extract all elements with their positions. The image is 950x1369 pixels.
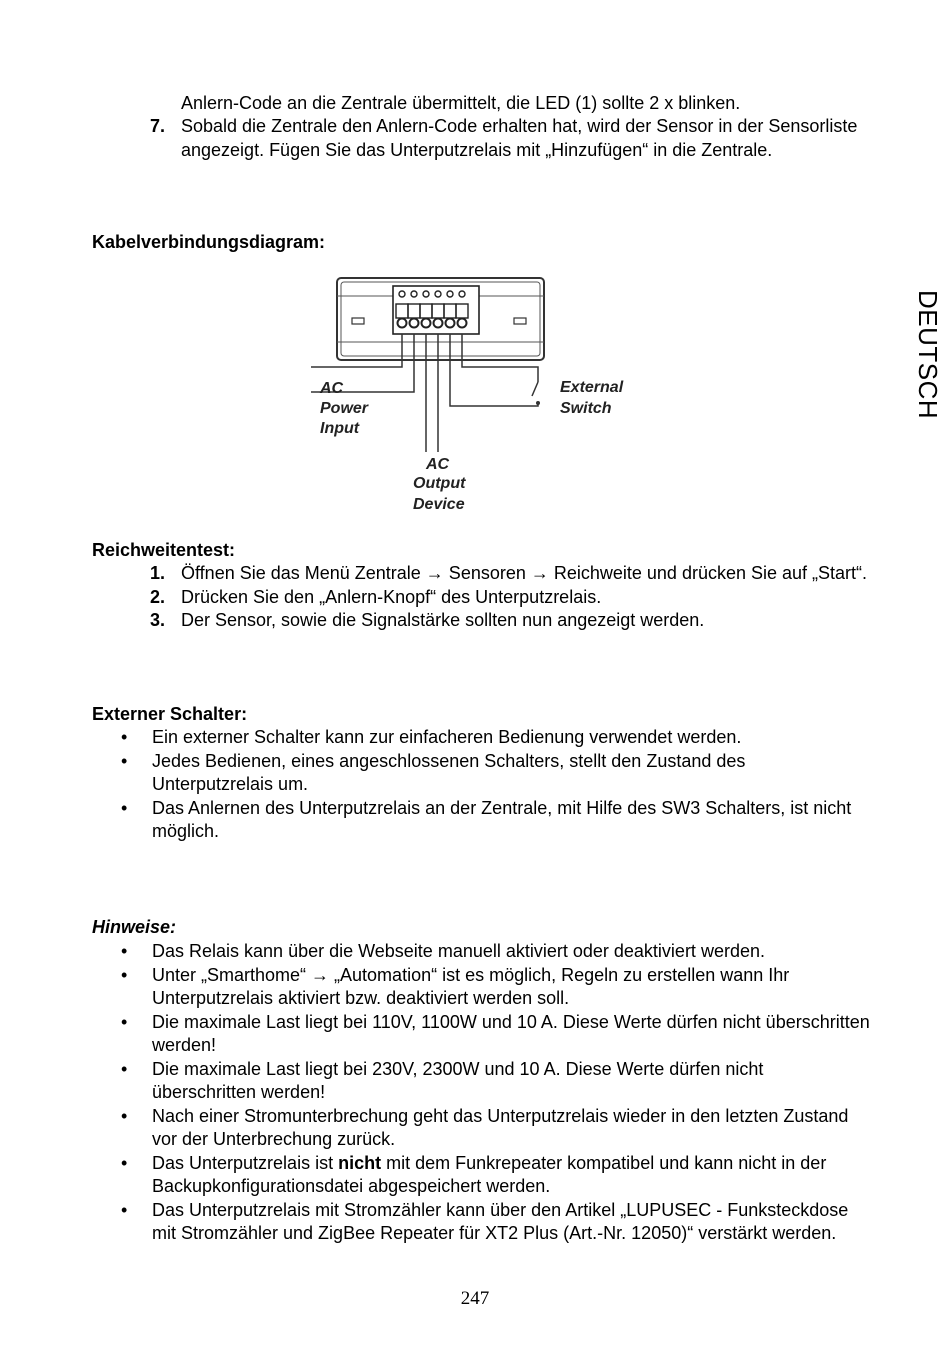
item-text: Das Unterputzrelais mit Stromzähler kann über den Artikel „LUPUSEC - Funksteckdose mit Stromzähler und ZigBee Repeater für XT2 Plus (Art.-Nr. 12050)“ verstärkt werden. — [152, 1199, 849, 1243]
label-external-1: External — [560, 379, 624, 396]
bullet: • — [121, 1199, 128, 1220]
item-text-bold: nicht — [338, 1152, 382, 1173]
switch-lever — [532, 382, 538, 396]
list-item — [0, 1011, 870, 1058]
bullet: • — [121, 750, 128, 771]
item-text: Jedes Bedienen, eines angeschlossenen Schalters, stellt den Zustand des Unterputzrelais um. — [152, 750, 746, 794]
list-item — [0, 586, 880, 610]
list-item — [0, 1199, 870, 1246]
list-item — [0, 964, 870, 1011]
bullet: • — [121, 797, 128, 818]
list-item — [0, 1105, 870, 1152]
list-item — [0, 797, 860, 844]
step-text: Der Sensor, sowie die Signalstärke sollten nun angezeigt werden. — [181, 610, 705, 630]
step-number: 7. — [150, 116, 166, 136]
item-text: Das Relais kann über die Webseite manuell aktiviert oder deaktiviert werden. — [152, 941, 765, 961]
bullet: • — [121, 1011, 128, 1032]
list-item — [0, 726, 860, 750]
label-ac-power-1: AC — [320, 380, 344, 397]
step-number: 3. — [150, 610, 166, 630]
setup-step-list — [0, 115, 880, 162]
step-number: 1. — [150, 563, 166, 583]
list-item — [0, 115, 880, 162]
item-text: Unter „Smarthome“ → „Automation“ ist es möglich, Regeln zu erstellen wann Ihr Unterputzrelais aktiviert bzw. deaktiviert werden soll. — [152, 964, 790, 1008]
list-item — [0, 1152, 870, 1199]
continuation-text: Anlern-Code an die Zentrale übermittelt, die LED (1) sollte 2 x blinken. — [181, 93, 741, 113]
cable-diagram-heading: Kabelverbindungsdiagram: — [92, 232, 326, 252]
item-text: Nach einer Stromunterbrechung geht das Unterputzrelais wieder in den letzten Zustand vor der Unterbrechung zurück. — [152, 1105, 849, 1149]
item-text: Das Anlernen des Unterputzrelais an der Zentrale, mit Hilfe des SW3 Schalters, ist nicht möglich. — [152, 797, 852, 841]
item-text: Die maximale Last liegt bei 230V, 2300W und 10 A. Diese Werte dürfen nicht überschritten werden! — [152, 1058, 764, 1102]
language-label: DEUTSCH — [913, 290, 943, 420]
list-item — [0, 562, 880, 586]
label-output-1: AC — [426, 456, 450, 473]
item-text-pre: Das Unterputzrelais ist — [152, 1152, 339, 1173]
step-text: Sobald die Zentrale den Anlern-Code erhalten hat, wird der Sensor in der Sensorliste angezeigt. Fügen Sie das Unterputzrelais mit „Hinzufügen“ in die Zentrale. — [181, 116, 858, 160]
bullet: • — [121, 1152, 128, 1173]
range-test-heading: Reichweitentest: — [92, 540, 236, 560]
item-text: Ein externer Schalter kann zur einfacheren Bedienung verwendet werden. — [152, 727, 742, 747]
list-item — [0, 750, 860, 797]
bullet: • — [121, 941, 128, 961]
step-text: Drücken Sie den „Anlern-Knopf“ des Unterputzrelais. — [181, 586, 602, 607]
list-item — [0, 940, 870, 964]
label-ac-power-2: Power — [320, 400, 369, 417]
page-number: 247 — [460, 1288, 490, 1309]
step-number: 2. — [150, 586, 166, 607]
switch-contact — [536, 401, 540, 405]
label-ac-power-3: Input — [320, 420, 360, 437]
range-test-steps — [0, 562, 880, 633]
label-output-2: Output — [413, 475, 466, 492]
notes-list — [0, 940, 870, 1246]
list-item — [0, 609, 880, 633]
bullet: • — [121, 964, 128, 985]
notes-heading: Hinweise: — [92, 917, 177, 937]
external-switch-heading: Externer Schalter: — [92, 704, 248, 724]
label-output-3: Device — [413, 496, 465, 513]
wiring-diagram — [310, 272, 640, 517]
external-switch-list — [0, 726, 860, 844]
item-text-post: mit dem Funkrepeater kompatibel und kann nicht in der Backupkonfigurationsdatei abgespeichert werden. — [152, 1152, 827, 1196]
item-text: Die maximale Last liegt bei 110V, 1100W und 10 A. Diese Werte dürfen nicht überschritten werden! — [152, 1011, 870, 1055]
bullet: • — [121, 1058, 128, 1079]
language-side-tab — [912, 290, 950, 430]
list-item — [0, 1058, 870, 1105]
label-external-2: Switch — [560, 400, 612, 417]
step-text: Öffnen Sie das Menü Zentrale → Sensoren → Reichweite und drücken Sie auf „Start“. — [181, 563, 868, 583]
bullet: • — [121, 1105, 128, 1126]
bullet: • — [121, 727, 128, 747]
